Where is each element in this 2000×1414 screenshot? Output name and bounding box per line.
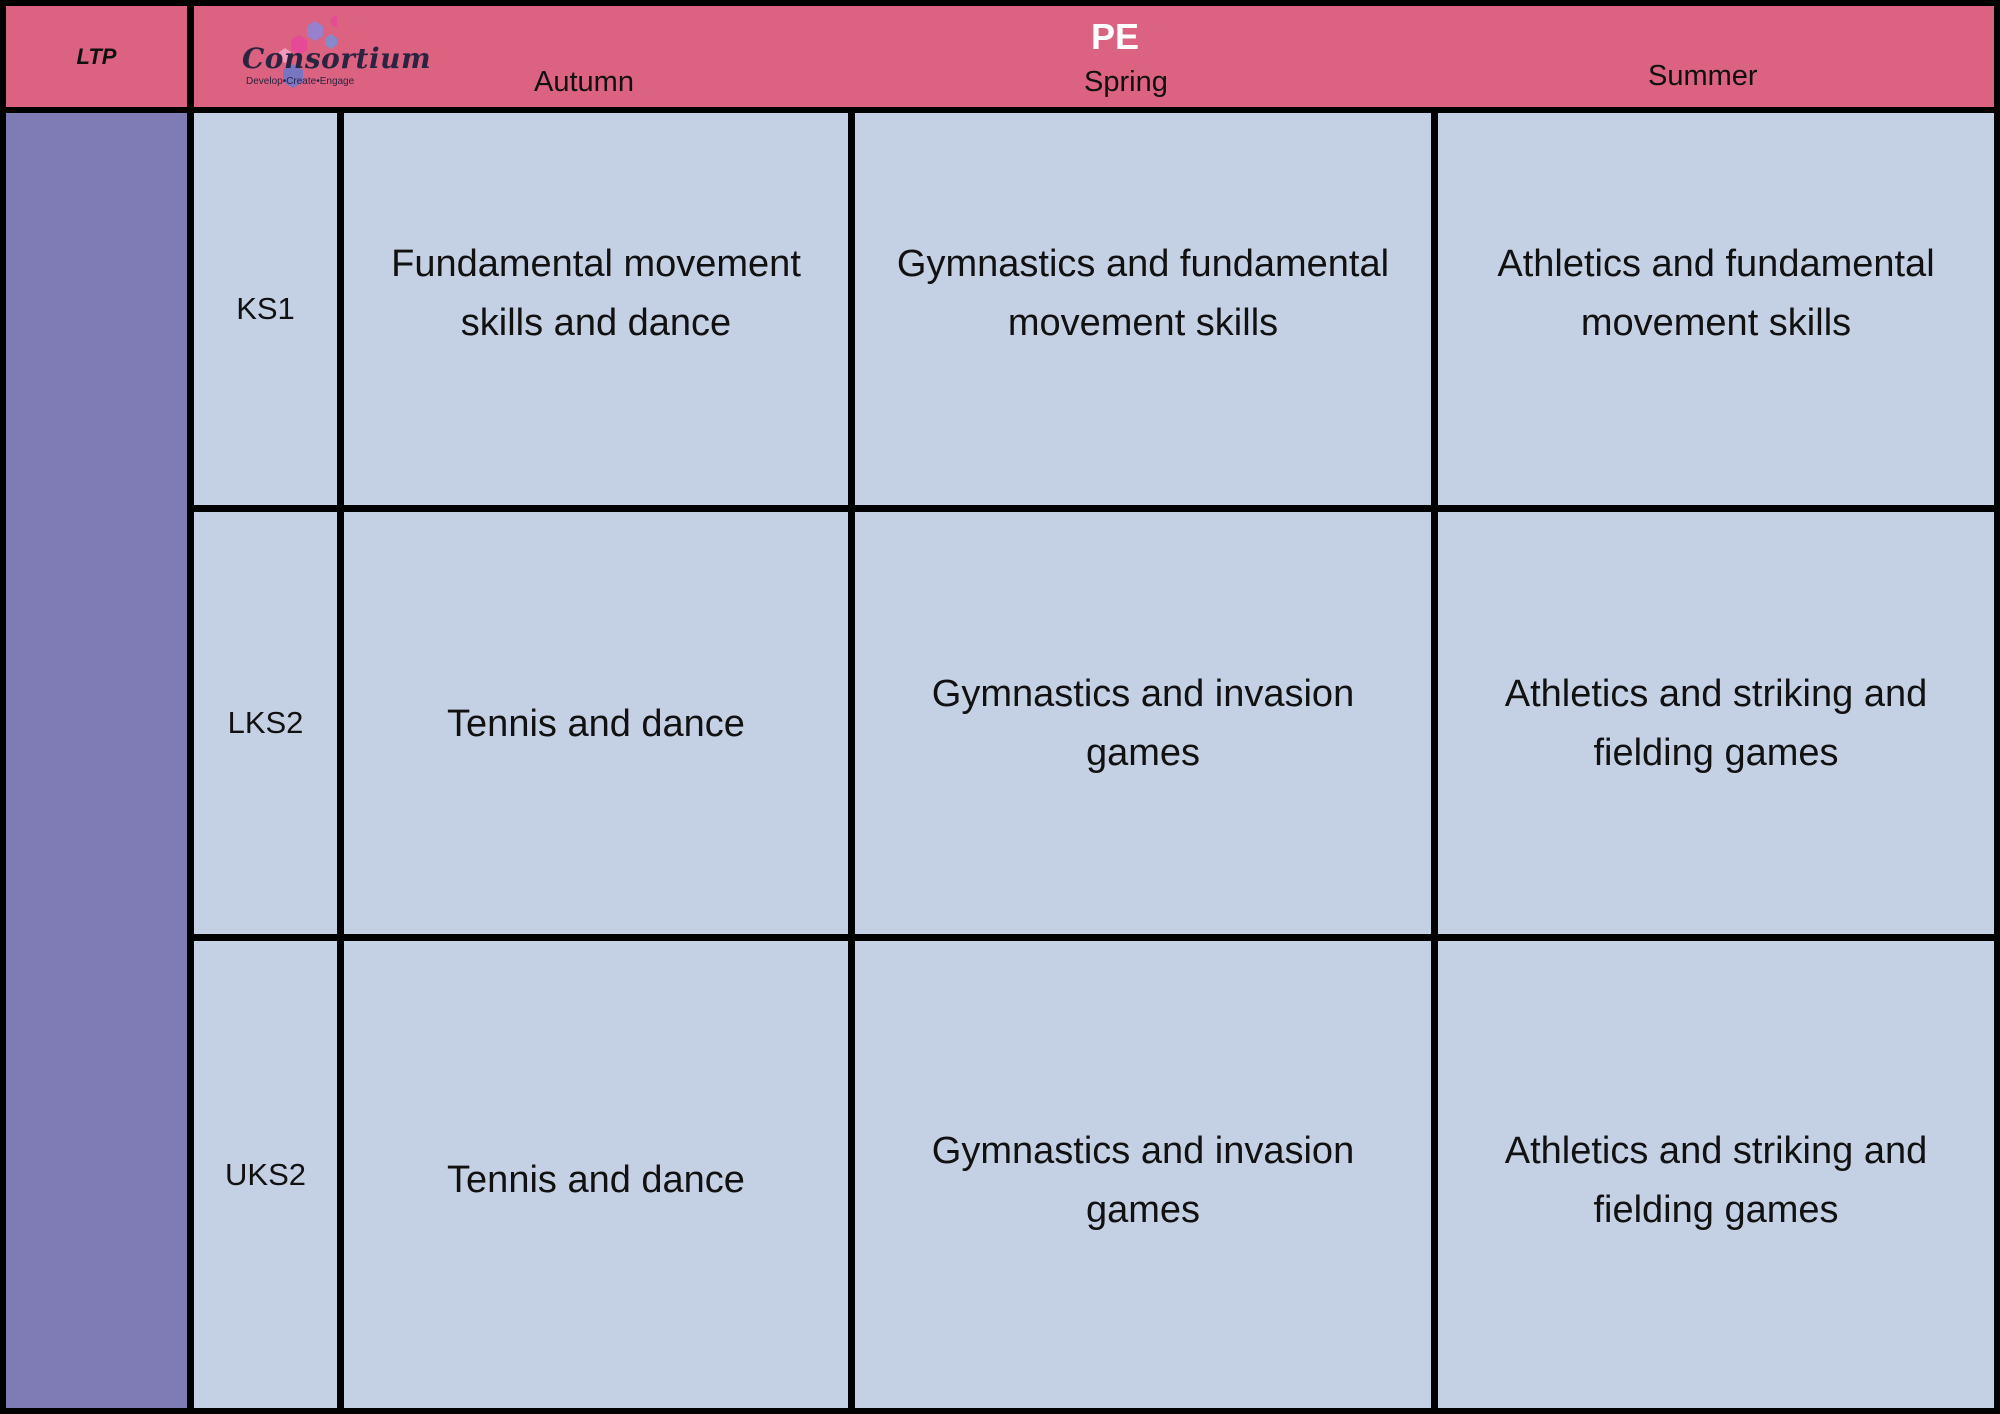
cell-ks1-spring: Gymnastics and fundamental movement skills: [855, 113, 1431, 505]
ltp-label: LTP: [6, 6, 187, 107]
logo-wordmark: Consortium: [242, 42, 432, 75]
season-autumn: Autumn: [534, 66, 634, 98]
season-spring: Spring: [1084, 66, 1168, 98]
logo-tagline: Develop•Create•Engage: [246, 76, 355, 87]
cell-uks2-summer: Athletics and striking and fielding games: [1438, 941, 1994, 1408]
stage-uks2: UKS2: [194, 941, 337, 1408]
season-summer: Summer: [1648, 60, 1758, 92]
header-bar: [194, 6, 1994, 107]
cell-lks2-spring: Gymnastics and invasion games: [855, 512, 1431, 934]
stage-lks2: LKS2: [194, 512, 337, 934]
cell-uks2-spring: Gymnastics and invasion games: [855, 941, 1431, 1408]
cell-lks2-autumn: Tennis and dance: [344, 512, 848, 934]
side-column: [6, 113, 187, 1408]
subject-title: PE: [1090, 16, 1140, 57]
cell-uks2-autumn: Tennis and dance: [344, 941, 848, 1408]
stage-ks1: KS1: [194, 113, 337, 505]
cell-ks1-summer: Athletics and fundamental movement skills: [1438, 113, 1994, 505]
cell-lks2-summer: Athletics and striking and fielding games: [1438, 512, 1994, 934]
cell-ks1-autumn: Fundamental movement skills and dance: [344, 113, 848, 505]
